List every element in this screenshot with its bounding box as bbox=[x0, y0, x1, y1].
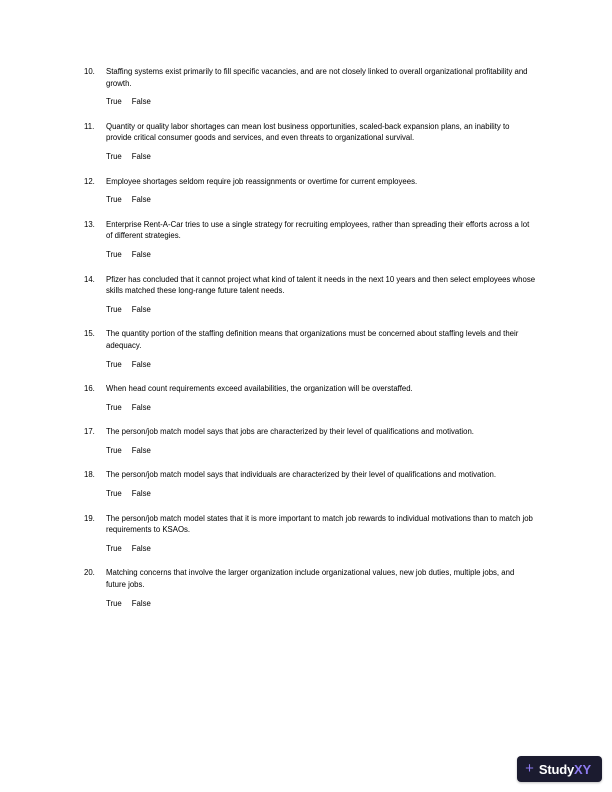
question-number: 15. bbox=[84, 329, 95, 339]
question-item bbox=[84, 176, 536, 206]
answer-option[interactable]: False bbox=[131, 598, 151, 608]
answer-options bbox=[106, 402, 536, 414]
question-text: When head count requirements exceed availabilities, the organization will be overstaffed. bbox=[106, 384, 413, 394]
question-item bbox=[84, 567, 536, 609]
question-row bbox=[84, 567, 536, 590]
question-number: 10. bbox=[84, 67, 95, 76]
studyxy-logo[interactable] bbox=[517, 756, 602, 782]
answer-options bbox=[106, 445, 536, 457]
answer-option[interactable]: True bbox=[106, 249, 122, 259]
question-text: The person/job match model states that it is more important to match job rewards to individual motivations than to match job requirements to KSAOs. bbox=[106, 513, 533, 535]
question-text: Pfizer has concluded that it cannot project what kind of talent it needs in the next 10 years and then select employees whose skills matched these long-range future talent needs. bbox=[106, 274, 536, 296]
answer-option[interactable]: False bbox=[131, 543, 151, 553]
answer-options bbox=[106, 304, 536, 316]
question-number: 17. bbox=[84, 427, 95, 437]
answer-option[interactable]: False bbox=[131, 304, 151, 314]
logo-label-main: Study bbox=[538, 761, 575, 777]
question-number: 20. bbox=[84, 568, 95, 578]
answer-option[interactable]: True bbox=[106, 304, 122, 314]
answer-option[interactable]: False bbox=[131, 445, 151, 455]
question-item bbox=[84, 121, 536, 163]
question-number: 12. bbox=[84, 176, 95, 186]
question-row bbox=[84, 274, 536, 297]
answer-option[interactable]: False bbox=[131, 402, 151, 412]
answer-option[interactable]: True bbox=[106, 598, 122, 608]
answer-option[interactable]: True bbox=[106, 445, 122, 455]
question-number: 16. bbox=[84, 384, 95, 394]
question-text: The quantity portion of the staffing definition means that organizations must be concerned about staffing levels and their adequacy. bbox=[106, 329, 519, 350]
question-row bbox=[84, 66, 536, 89]
answer-option[interactable]: True bbox=[106, 543, 122, 553]
answer-option[interactable]: False bbox=[131, 97, 151, 107]
answer-options bbox=[106, 151, 536, 163]
question-item bbox=[84, 469, 536, 499]
question-row bbox=[84, 469, 536, 481]
question-number: 11. bbox=[84, 121, 95, 131]
answer-options bbox=[106, 359, 536, 371]
answer-option[interactable]: False bbox=[131, 151, 151, 161]
question-item bbox=[84, 274, 536, 316]
question-item bbox=[84, 66, 536, 108]
question-item bbox=[84, 383, 536, 413]
answer-option[interactable]: True bbox=[106, 151, 122, 161]
question-row bbox=[84, 121, 536, 144]
question-item bbox=[84, 328, 536, 370]
question-row bbox=[84, 176, 536, 188]
question-number: 14. bbox=[84, 274, 95, 284]
question-text: The person/job match model says that jobs are characterized by their level of qualifications and motivation. bbox=[106, 427, 474, 437]
question-text: Staffing systems exist primarily to fill specific vacancies, and are not closely linked to overall organizational profitability and growth. bbox=[106, 67, 528, 88]
question-row bbox=[84, 426, 536, 438]
question-text: Employee shortages seldom require job reassignments or overtime for current employees. bbox=[106, 176, 418, 186]
answer-option[interactable]: False bbox=[131, 489, 151, 499]
answer-option[interactable]: False bbox=[131, 249, 151, 259]
question-number: 19. bbox=[84, 513, 95, 523]
question-text: Matching concerns that involve the larger organization include organizational values, new job duties, multiple jobs, and future jobs. bbox=[106, 568, 515, 590]
answer-option[interactable]: False bbox=[131, 195, 151, 205]
answer-options bbox=[106, 543, 536, 555]
question-text: Enterprise Rent-A-Car tries to use a single strategy for recruiting employees, rather than spreading their efforts across a lot of different strategies. bbox=[106, 219, 530, 241]
answer-option[interactable]: True bbox=[106, 402, 122, 412]
question-row bbox=[84, 219, 536, 242]
answer-options bbox=[106, 249, 536, 261]
answer-options bbox=[106, 488, 536, 500]
answer-option[interactable]: True bbox=[106, 195, 122, 205]
question-list bbox=[84, 66, 536, 622]
answer-option[interactable]: False bbox=[131, 359, 151, 369]
question-row bbox=[84, 513, 536, 536]
question-item bbox=[84, 513, 536, 555]
answer-option[interactable]: True bbox=[106, 359, 122, 369]
question-row bbox=[84, 328, 536, 351]
answer-option[interactable]: True bbox=[106, 97, 122, 107]
answer-options bbox=[106, 194, 536, 206]
logo-label bbox=[539, 762, 591, 777]
answer-option[interactable]: True bbox=[106, 489, 122, 499]
answer-options bbox=[106, 96, 536, 108]
plus-icon: + bbox=[525, 760, 534, 777]
question-row bbox=[84, 383, 536, 395]
question-item bbox=[84, 426, 536, 456]
question-item bbox=[84, 219, 536, 261]
question-number: 13. bbox=[84, 219, 95, 229]
question-text: Quantity or quality labor shortages can mean lost business opportunities, scaled-back expansion plans, an inability to provide critical consumer goods and services, and even threats to organizational survival. bbox=[106, 121, 510, 143]
answer-options bbox=[106, 598, 536, 610]
question-number: 18. bbox=[84, 470, 95, 480]
question-text: The person/job match model says that individuals are characterized by their level of qualifications and motivation. bbox=[106, 470, 497, 480]
logo-label-accent: XY bbox=[574, 761, 591, 777]
